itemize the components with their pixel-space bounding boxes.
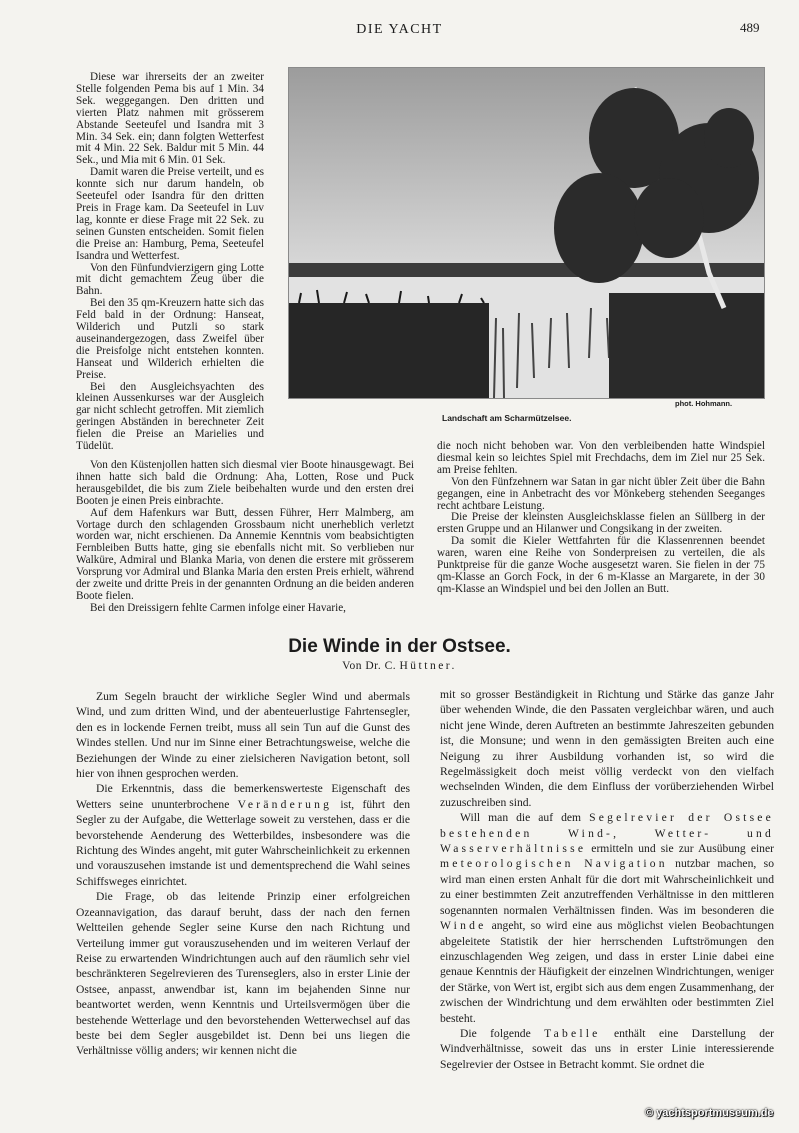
landscape-photo: [288, 67, 765, 399]
paragraph: [76, 781, 410, 889]
paragraph: Bei den Ausgleichsyachten des kleinen Aussenkurses war der Ausgleich gar nicht schlecht getroffen. Mit ziemlich geringen Abständen in berechneter Zeit fielen die Preise an Marielies und Tüdelüt.: [76, 380, 264, 453]
running-head: DIE YACHT: [356, 22, 443, 37]
paragraph: [440, 1026, 774, 1072]
paragraph: Von den Fünfundvierzigern ging Lotte mit dicht gemachtem Zeug über die Bahn.: [76, 261, 264, 298]
emphasized-text: Tabelle: [544, 1026, 601, 1040]
paragraph: Diese war ihrerseits der an zweiter Stelle folgenden Pema bis auf 1 Min. 34 Sek. weggegangen. Den dritten und vierten Platz nahmen mit grösserem Abstande Seeteufel und Isandra mit 3 Min. 34 Sek. ein; dann folgten Wetterfest mit 4 Min. 22 Sek. Baldur mit 5 Min. 44 Sek., und Mia mit 6 Min. 01 Sek.: [76, 71, 264, 167]
byline-prefix: Von Dr. C.: [342, 660, 397, 672]
photo-caption: Landschaft am Scharmützelsee.: [442, 413, 572, 423]
paragraph: Zum Segeln braucht der wirkliche Segler Wind und abermals Wind, und zum dritten Wind, und der abenteuerlustige Fahrtensegler, den es in lockende Fernen treibt, muss all sein Tun auf die Gunst des Windes stellen. Und nur im Sinne einer Betrachtungsweise, welche die Beziehungen der Winde zu einer zielsicheren Navigation betont, soll hier von ihnen gesprochen werden.: [76, 690, 410, 781]
emphasized-text: meteorologischen Navigation: [440, 857, 668, 871]
article-byline: [0, 660, 799, 672]
paragraph: Die Frage, ob das leitende Prinzip einer erfolgreichen Ozeannavigation, das darauf beruht, dass der nach den fernen Weltteilen gehende Segler seine Kurse den nach Richtung und Verteilung immer gut vorauszusehenden und im weiteren Verlauf der Reise zu erwartenden Windrichtungen auch auf den räumlich sehr viel beschränkteren Segelrevieren des Turenseglers, also in erster Linie der Ostsee, anpasst, anwendbar ist, kann im bejahenden Sinne nur beantwortet werden, wenn Kenntnis und Urteilsvermögen über die bestehende Wetterlage und den bevorstehenden Wetterwechsel auf das beste bei dem Segler ausgebildet ist. Denn bei uns liegen die Verhältnisse völlig anders; wir kennen nicht die: [76, 890, 410, 1058]
regatta-report-lower-left: [76, 460, 414, 615]
paragraph: die noch nicht behoben war. Von den verbleibenden hatte Windspiel diesmal kein so leichtes Spiel mit Frechdachs, dem im Ziel nur 25 Sek. am Preise fehlten.: [437, 440, 765, 476]
shore-vegetation: [609, 293, 764, 398]
paragraph: Bei den Dreissigern fehlte Carmen infolge einer Havarie,: [90, 601, 346, 614]
paragraph: Bei den 35 qm-Kreuzern hatte sich das Feld bald in der Ordnung: Hanseat, Wilderich und Putzli so stark auseinandergezogen, dass Zweifel über die Preisfolge nicht entstehen konnten. Hanseat und Wilderich erhielten die Preise.: [76, 297, 264, 381]
regatta-report-lower-right: [437, 441, 765, 596]
paragraph: Damit waren die Preise verteilt, und es konnte sich nur darum handeln, ob Seeteufel oder Isandra für den dritten Preis in Frage kam. Da Seeteufel in Luv lag, konnte er diese Frage mit 22 Sek. zu seinen Gunsten entscheiden. Somit fielen die Preise an: Hamburg, Pema, Seeteufel Isandra und Wetterfest.: [76, 166, 264, 262]
paragraph: [440, 810, 774, 1026]
paragraph: Auf dem Hafenkurs war Butt, dessen Führer, Herr Malmberg, am Vortage durch den schlagenden Grossbaum nicht unerheblich verletzt worden war, nicht erschienen. Da Annemie Kenntnis vom beabsichtigten Fernbleiben Butts hatte, ging sie ebenfalls nicht mit. So verblieben nur Walküre, Admiral und Blanka Maria, von denen die erstere mit grösserem Vorsprung vor Admiral und Blanka Maria den ersten Preis erhielt, während der zweite und dritte Preis in der genannten Ordnung an die beiden anderen Boote fielen.: [76, 506, 414, 602]
copyright-watermark: © yachtsportmuseum.de: [645, 1107, 774, 1119]
paragraph: Da somit die Kieler Wettfahrten für die Klassenrennen beendet waren, waren eine Reihe von Sonderpreisen zu verteilen, die als Punktpreise für die ganze Woche ausgesetzt waren. Sie fielen in der 75 qm-Klasse an Gorch Fock, in der 6 m-Klasse an Margarete, in der 30 qm-Klasse an Windspiel und bei den Jollen an Butt.: [437, 535, 765, 595]
far-shore: [289, 263, 764, 277]
paragraph: Von den Fünfzehnern war Satan in gar nicht übler Zeit über die Bahn gegangen, eine in Anbetracht des vor Mönkeberg stehenden Seeganges recht achtbare Leistung.: [437, 475, 765, 512]
text-run: angeht, so wird eine aus möglichst vielen Beobachtungen abgeleitete Statistik der hier herrschenden Luftströmungen den einzuschlagenden Weg zeigen, und dass in erster Linie dabei eine genaue Kenntnis der Häufigkeit der einzelnen Windrichtungen, weniger der Stärke, von Wert ist, ergibt sich aus dem engen Zusammenhang, der zwischen der Windrichtung und dem erwählten oder bestimmten Ziel besteht.: [440, 919, 774, 1025]
page-number: 489: [740, 20, 760, 35]
photo-credit: phot. Hohmann.: [675, 399, 733, 408]
paragraph: Von den Küstenjollen hatten sich diesmal vier Boote hinausgewagt. Bei ihnen hatte sich bald die Ordnung: Aha, Lotten, Rose und Puck herausgebildet, die bis zum Ziele beibehalten wurde und den ersten drei Booten je einen Preis einbrachte.: [76, 459, 414, 507]
emphasized-text: Segelrevier der Ostsee bestehenden Wind-, Wetter- und Wasserverhältnisse: [440, 811, 774, 856]
paragraph: mit so grosser Beständigkeit in Richtung und Stärke das ganze Jahr über wehenden Winde, die den Passaten vergleichbar wären, und auch nicht jene Winde, deren Auftreten an bestimmte Jahreszeiten gebunden ist, die Monsune; und wenn in den gemässigten Breiten auch eine Neigung zu ihrer Ausbildung vorhanden ist, so wird die Regelmässigkeit doch meist völlig verdeckt von den vielfach wechselnden Winden, die dem Einfluss der vorüberziehenden Wirbel zuzuschreiben sind.: [440, 688, 774, 809]
author-name: Hüttner.: [399, 660, 457, 672]
article-right-column: [440, 687, 774, 1072]
text-run: enthält eine Darstellung der Windverhältnisse, soweit das uns in erster Linie interessierende Segelrevier der Ostsee in Betracht kommt. Sie ordnet die: [440, 1026, 775, 1071]
text-run: ist, führt den Segler zu der Aufgabe, die Wetterlage soweit zu verstehen, dass er die bevorstehende Aenderung des Wetterbildes, insbesondere was die Richtung des Windes angeht, mit guter Wahrscheinlichkeit zu erkennen und vorauszusehen imstande ist und dementsprechend die Wahl seines Schiffsweges einrichtet.: [76, 797, 410, 888]
photo-illustration: [289, 68, 764, 398]
text-run: ermitteln und sie zur Ausübung einer: [591, 842, 774, 856]
article-title: Die Winde in der Ostsee.: [288, 636, 511, 657]
emphasized-text: Veränderung: [237, 797, 333, 811]
text-run: Will man die auf dem: [460, 811, 582, 825]
text-run: Die folgende: [460, 1026, 531, 1040]
emphasized-text: Winde: [440, 919, 487, 933]
regatta-report-left-column: [76, 72, 264, 453]
text-run: nutzbar machen, so wird man einen ersten Anhalt für die dort mit Wahrscheinlichkeit und zu einer bestimmten Zeit anzutreffenden Verhältnisse in den mittleren sogenannten normalen Verhältnissen finden. Was im besonderen die: [440, 857, 774, 917]
article-left-column: [76, 689, 410, 1059]
paragraph: Die Preise der kleinsten Ausgleichsklasse fielen an Süllberg in der ersten Gruppe und an Hilanwer und Congsikang in der zweiten.: [437, 511, 765, 536]
text-run: Die Erkenntnis, dass die bemerkenswerteste Eigenschaft des Wetters seine ununterbrochene: [76, 782, 410, 811]
